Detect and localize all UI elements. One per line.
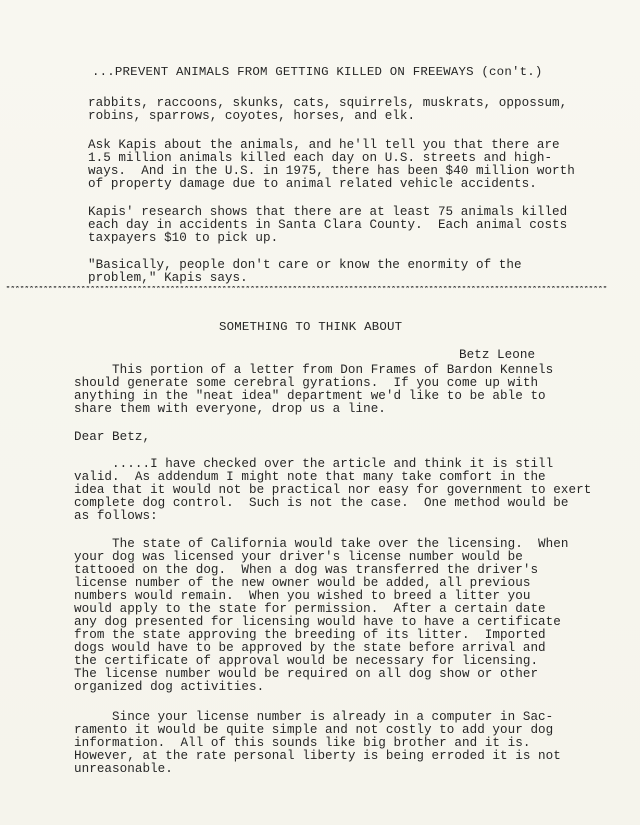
article-text-line: taxpayers $10 to pick up. [88, 231, 279, 245]
article-text-line: each day in accidents in Santa Clara County. Each animal costs [88, 218, 568, 232]
article-text-line: "Basically, people don't care or know the enormity of the [88, 258, 522, 272]
article-text-line: Ask Kapis about the animals, and he'll tell you that there are [88, 138, 560, 152]
letter-salutation: Dear Betz, [74, 430, 151, 444]
asterisk-divider: ******************************************************************************************************************************** [5, 286, 607, 296]
article-text-line: The license number would be required on all dog show or other [74, 667, 539, 681]
article-text-line: your dog was licensed your driver's license number would be [74, 550, 523, 564]
article-text-line: license number of the new owner would be added, all previous [74, 576, 531, 590]
article-text-line: from the state approving the breeding of its litter. Imported [74, 628, 546, 642]
article-text-line: Kapis' research shows that there are at least 75 animals killed [88, 205, 568, 219]
article-text-line: anything in the "neat idea" department we'd like to be able to [74, 389, 546, 403]
article-text-line: .....I have checked over the article and think it is still [74, 457, 554, 471]
article-text-line: Since your license number is already in a computer in Sac- [74, 710, 554, 724]
article-title: SOMETHING TO THINK ABOUT [219, 320, 403, 334]
article-text-line: share them with everyone, drop us a line. [74, 402, 386, 416]
article-text-line: any dog presented for licensing would have to have a certificate [74, 615, 561, 629]
article-text-line: as follows: [74, 509, 158, 523]
article-text-line: idea that it would not be practical nor easy for government to exert [74, 483, 592, 497]
article-text-line: dogs would have to be approved by the state before arrival and [74, 641, 546, 655]
article-text-line: ramento it would be quite simple and not costly to add your dog [74, 723, 554, 737]
article-text-line: robins, sparrows, coyotes, horses, and elk. [88, 109, 416, 123]
article-text-line: 1.5 million animals killed each day on U.S. streets and high- [88, 151, 553, 165]
article-text-line: The state of California would take over the licensing. When [74, 537, 569, 551]
article-text-line: information. All of this sounds like big brother and it is. [74, 736, 531, 750]
article-text-line: the certificate of approval would be necessary for licensing. [74, 654, 539, 668]
article-text-line: organized dog activities. [74, 680, 265, 694]
article-text-line: valid. As addendum I might note that many take comfort in the [74, 470, 546, 484]
article-text-line: of property damage due to animal related vehicle accidents. [88, 177, 537, 191]
article-text-line: This portion of a letter from Don Frames of Bardon Kennels [74, 363, 554, 377]
article-text-line: tattooed on the dog. When a dog was transferred the driver's [74, 563, 539, 577]
article-byline: Betz Leone [459, 348, 536, 362]
article-text-line: numbers would remain. When you wished to breed a litter you [74, 589, 531, 603]
article-text-line: would apply to the state for permission. After a certain date [74, 602, 546, 616]
article-text-line: However, at the rate personal liberty is being erroded it is not [74, 749, 561, 763]
article-text-line: problem," Kapis says. [88, 271, 248, 285]
article-text-line: unreasonable. [74, 762, 173, 776]
article-text-line: complete dog control. Such is not the case. One method would be [74, 496, 569, 510]
article-text-line: ways. And in the U.S. in 1975, there has been $40 million worth [88, 164, 575, 178]
article-text-line: should generate some cerebral gyrations. If you come up with [74, 376, 539, 390]
article-text-line: rabbits, raccoons, skunks, cats, squirrels, muskrats, oppossum, [88, 96, 568, 110]
continued-article-title: ...PREVENT ANIMALS FROM GETTING KILLED ON FREEWAYS (con't.) [92, 65, 543, 79]
